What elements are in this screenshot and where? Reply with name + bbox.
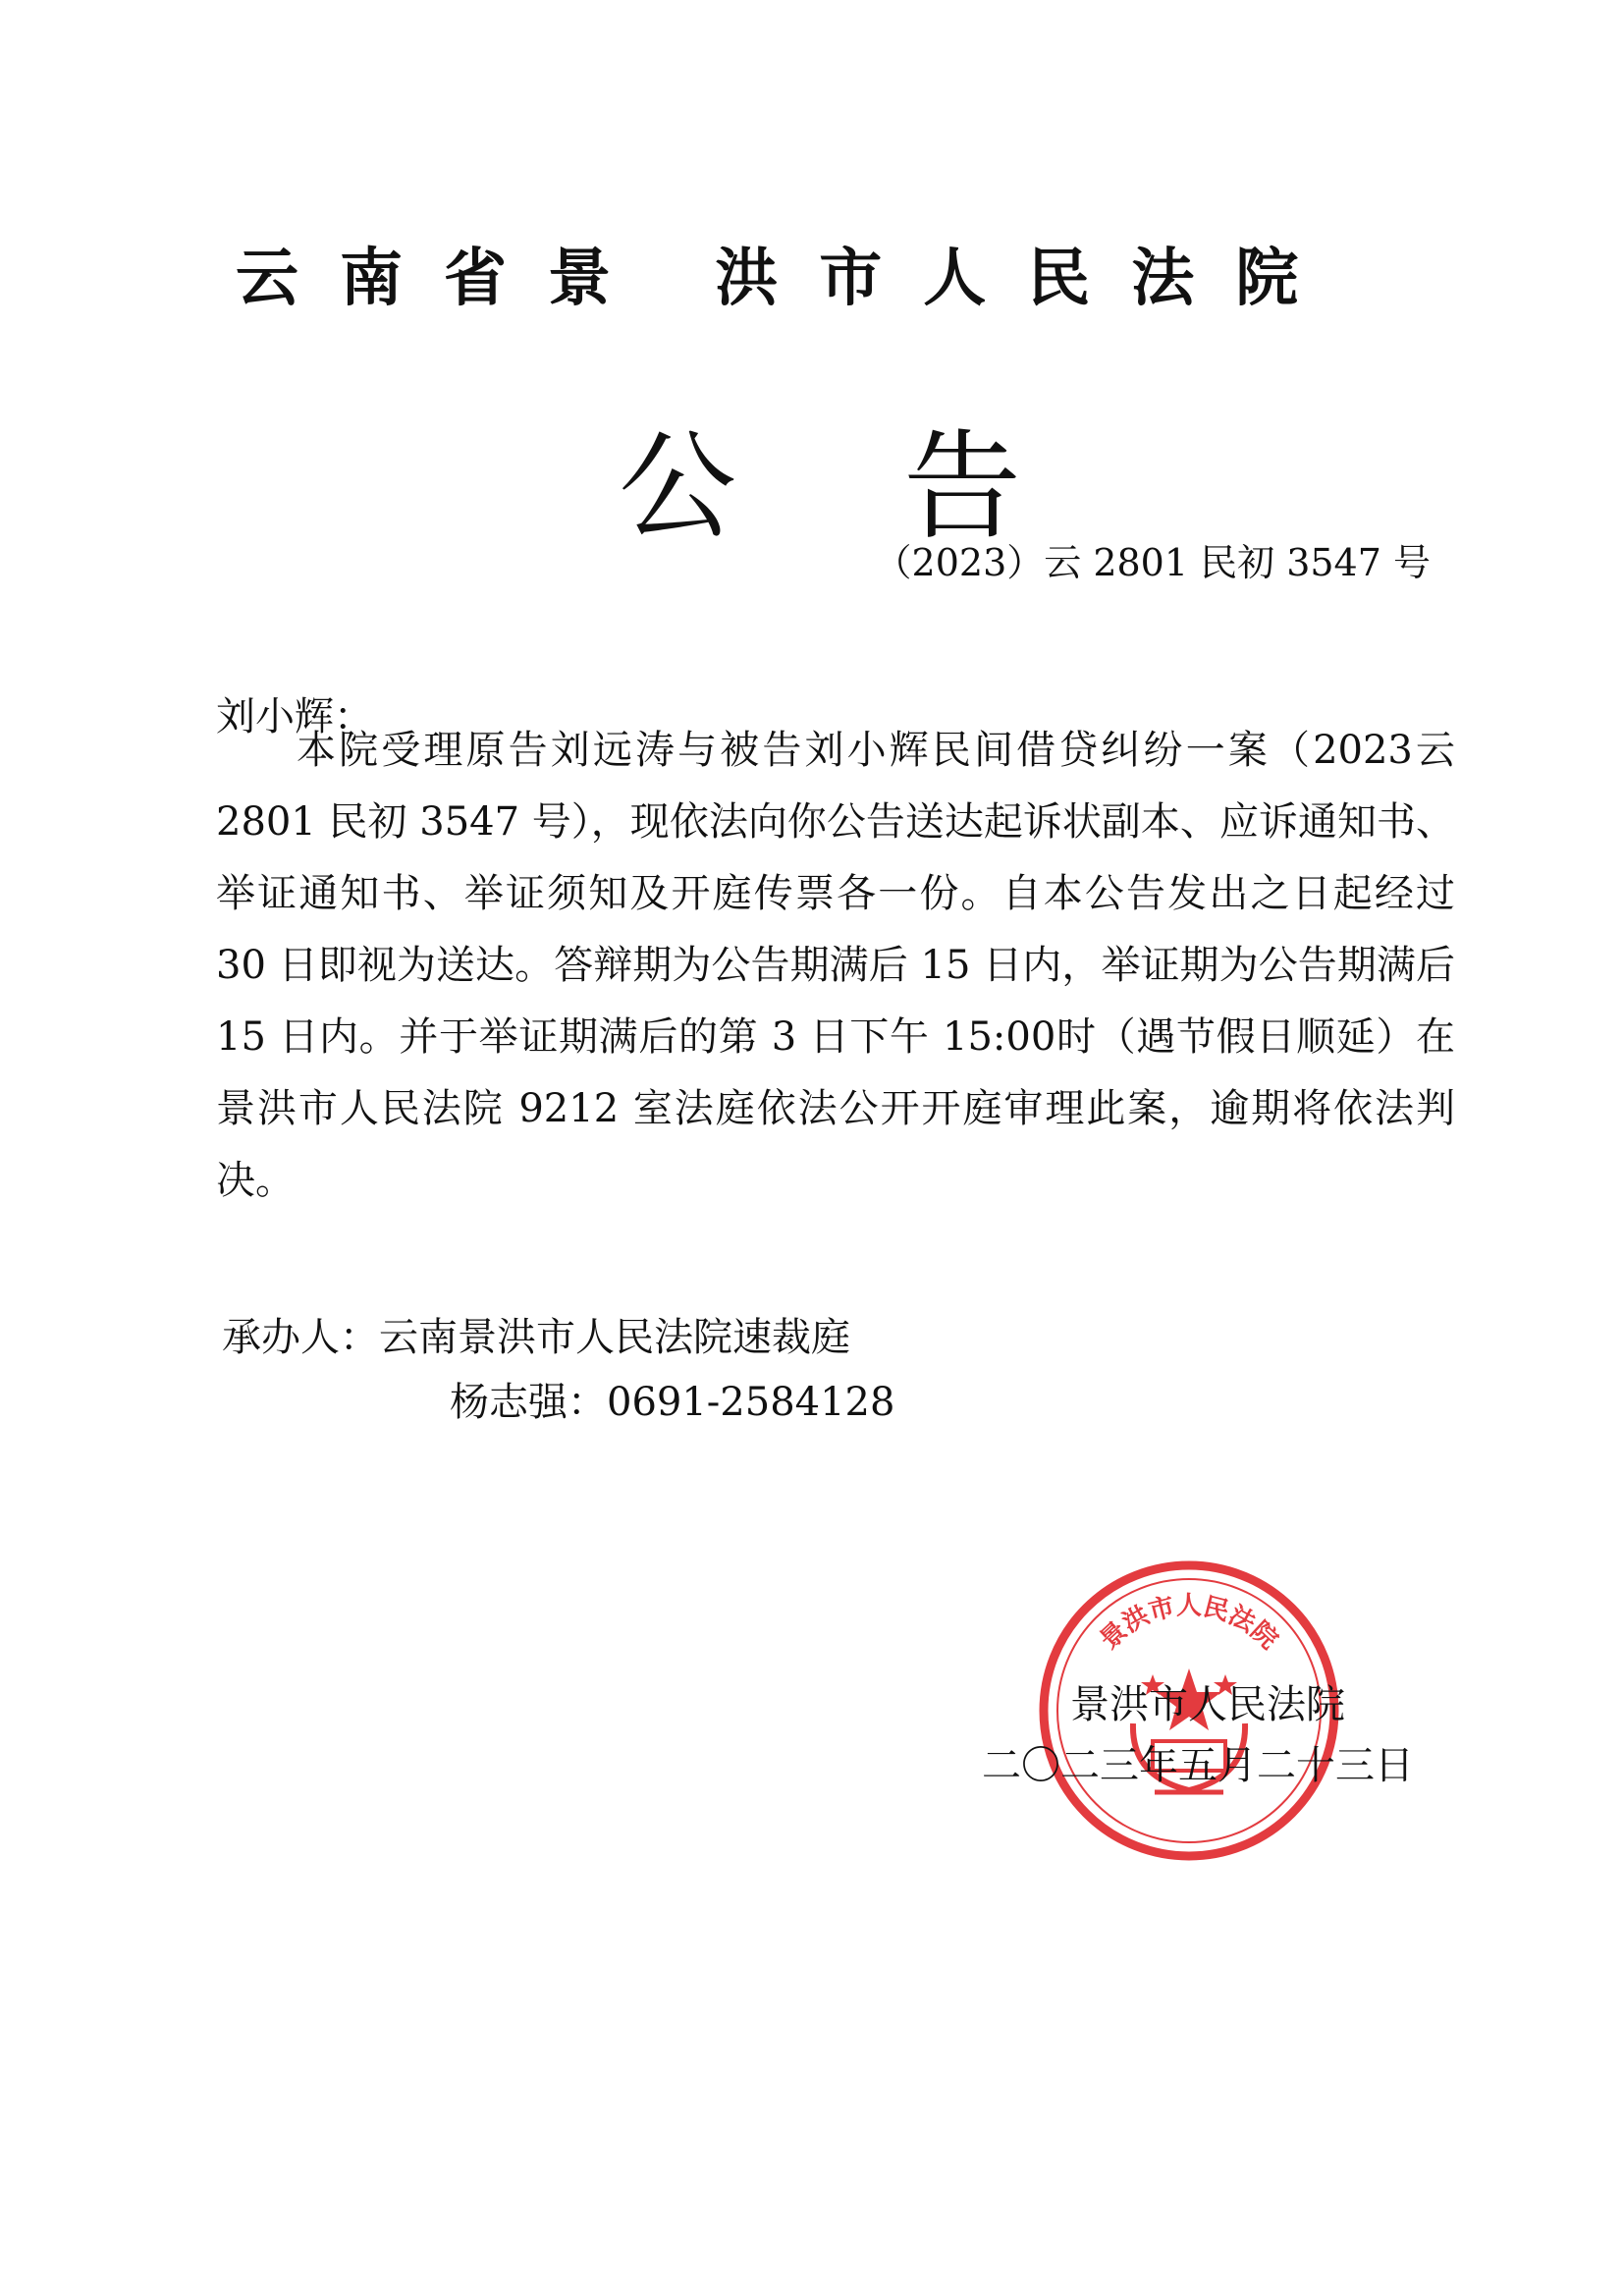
signature-court: 景洪市人民法院 bbox=[1070, 1682, 1345, 1727]
handler-line: 承办人：云南景洪市人民法院速裁庭 bbox=[222, 1315, 850, 1360]
signature-date: 二〇二三年五月二十三日 bbox=[982, 1743, 1414, 1788]
notice-title: 公告 bbox=[619, 419, 1188, 556]
seal-text: 景洪市人民法院 bbox=[1094, 1591, 1284, 1656]
court-name-heading: 云南省景 洪市人民法院 bbox=[236, 243, 1340, 315]
addressee: 刘小辉： bbox=[216, 694, 373, 739]
case-number: （2023）云 2801 民初 3547 号 bbox=[874, 541, 1431, 584]
contact-person: 杨志强：0691-2584128 bbox=[450, 1380, 895, 1425]
notice-body: 本院受理原告刘远涛与被告刘小辉民间借贷纠纷一案（2023云 2801 民初 3547 号），现依法向你公告送达起诉状副本、应诉通知书、举证通知书、举证须知及开庭传票各一份。自本公告发出之日起经过 30 日即视为送达。答辩期为公告期满后 15 日内，举证期为公告期满后15 日内。并于举证期满后的第 3 日下午 15:00时（遇节假日顺延）在景洪市人民法院 9212 室法庭依法公开开庭审理此案，逾期将依法判决。 bbox=[216, 728, 1455, 1203]
svg-text:景洪市人民法院 bbox=[1095, 1592, 1283, 1656]
